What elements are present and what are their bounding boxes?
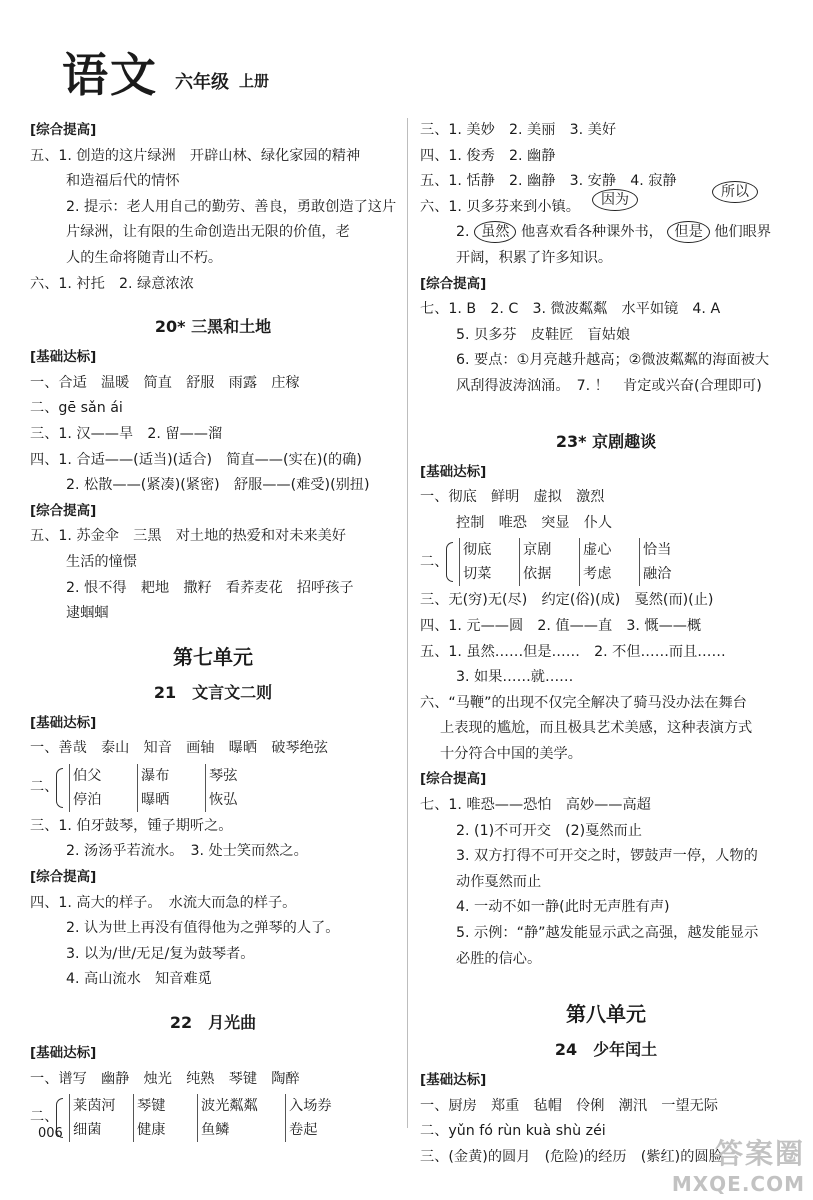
circled-word: 虽然 (474, 221, 516, 243)
answer-line: 2. 松散——(紧凑)(紧密) 舒服——(难受)(别扭) (66, 477, 370, 494)
answer-line: 三、1. 伯牙鼓琴，锺子期听之。 (30, 817, 233, 834)
word-cell: 彻底 (459, 538, 519, 562)
answer-line: 七、1. B 2. C 3. 微波粼粼 水平如镜 4. A (420, 301, 721, 318)
word-cell: 琴弦 (205, 764, 273, 788)
section-label: [基础达标] (30, 714, 97, 731)
answer-line: 生活的憧憬 (66, 553, 137, 570)
column-divider (407, 118, 408, 1128)
answer-line: 七、1. 唯恐——恐怕 高妙——高超 (420, 797, 651, 814)
answer-line: 三、1. 美妙 2. 美丽 3. 美好 (420, 122, 617, 138)
section-label: [基础达标] (420, 1072, 487, 1089)
answer-line: 和造福后代的情怀 (66, 173, 180, 190)
answer-line: 四、1. 俊秀 2. 幽静 (420, 147, 556, 164)
section-label: [综合提高] (420, 771, 487, 788)
brace-icon (446, 542, 453, 582)
answer-line: 五、1. 虽然……但是…… 2. 不但……而且…… (420, 643, 726, 660)
brace-icon (56, 768, 63, 808)
answer-line: 一、善哉 泰山 知音 画轴 曝晒 破琴绝弦 (30, 740, 328, 757)
answer-line: 上表现的尴尬，而且极具艺术美感，这种表演方式 (440, 720, 753, 737)
unit-title: 第八单元 (566, 1002, 646, 1027)
answer-line: 必胜的信心。 (456, 950, 542, 967)
word-cell: 鱼鳞 (197, 1118, 285, 1142)
answer-line: 2. 汤汤乎若流水。 3. 处士笑而然之。 (66, 843, 308, 860)
answer-line: 三、无(穷)无(尽) 约定(俗)(成) 戛然(而)(止) (420, 592, 714, 609)
word-cell: 依据 (519, 562, 579, 586)
left-column (30, 118, 396, 1144)
answer-line: 风刮得波涛汹涌。 7. ！ 肯定或兴奋(合理即可) (456, 377, 762, 394)
word-cell: 莱茵河 (69, 1094, 133, 1118)
answer-line: 六、“马鞭”的出现不仅完全解决了骑马没办法在舞台 (420, 694, 747, 711)
answer-line: 五、1. 创造的这片绿洲 开辟山林、绿化家园的精神 (30, 147, 361, 164)
answer-line: 十分符合中国的美学。 (440, 745, 582, 762)
answer-line: 人的生命将随青山不朽。 (66, 249, 223, 266)
word-cell: 入场券 (285, 1094, 355, 1118)
answer-line: 一、谱写 幽静 烛光 纯熟 琴键 陶醉 (30, 1070, 300, 1087)
answer-line: 四、1. 高大的样子。 水流大而急的样子。 (30, 894, 297, 911)
answer-line: 六、1. 贝多芬来到小镇。 因为 所以 (420, 195, 792, 221)
answer-line: 开阔，积累了许多知识。 (456, 249, 613, 266)
lesson-title: 21 文言文二则 (153, 682, 273, 702)
word-cell: 曝晒 (137, 788, 205, 812)
answer-line: 4. 高山流水 知音难觅 (66, 971, 212, 988)
section-label: [综合提高] (30, 869, 97, 886)
lesson-title: 22 月光曲 (169, 1013, 257, 1033)
word-cell: 细菌 (69, 1118, 133, 1142)
word-cell: 考虑 (579, 562, 639, 586)
section-label: [综合提高] (30, 502, 97, 519)
connective-bubble: 所以 (712, 181, 758, 203)
connective-bubble: 因为 (592, 189, 638, 211)
answer-line: 三、1. 汉——旱 2. 留——溜 (30, 425, 223, 442)
section-label: [基础达标] (30, 349, 97, 366)
answer-line: 2. (1)不可开交 (2)戛然而止 (456, 822, 642, 839)
word-cell: 融洽 (639, 562, 699, 586)
answer-line: 4. 一动不如一静(此时无声胜有声) (456, 899, 670, 916)
answer-line: 6. 要点：①月亮越升越高；②微波粼粼的海面被大 (456, 352, 770, 369)
answer-line: 四、1. 合适——(适当)(适合) 简直——(实在)(的确) (30, 451, 362, 468)
pinyin-line: 二、yǔn fó rùn kuà shù zéi (420, 1123, 606, 1140)
page-number: 006 (38, 1126, 63, 1141)
word-cell: 琴键 (133, 1094, 197, 1118)
site-watermark (672, 1132, 805, 1196)
word-cell: 卷起 (285, 1118, 355, 1142)
word-cell: 恰当 (639, 538, 699, 562)
volume-label: 上册 (239, 72, 270, 90)
answer-line: 一、合适 温暖 简直 舒服 雨露 庄稼 (30, 374, 300, 391)
answer-line: 3. 以为/世/无足/复为鼓琴者。 (66, 945, 255, 962)
answer-line: 一、彻底 鲜明 虚拟 激烈 (420, 489, 605, 506)
grade-label: 六年级 (175, 72, 229, 93)
section-label: [基础达标] (420, 463, 487, 480)
answer-line: 2. 认为世上再没有值得他为之弹琴的人了。 (66, 920, 340, 937)
word-cell: 恢弘 (205, 788, 273, 812)
section-label: [基础达标] (30, 1045, 97, 1062)
question-number: 二、 (30, 1109, 59, 1126)
answer-line: 五、1. 恬静 2. 幽静 3. 安静 4. 寂静 (420, 173, 677, 190)
word-cell: 虚心 (579, 538, 639, 562)
answer-line: 五、1. 苏金伞 三黑 对土地的热爱和对未来美好 (30, 528, 346, 545)
answer-line: 5. 示例：“静”越发能显示武之高强，越发能显示 (456, 925, 759, 942)
section-label: [综合提高] (30, 122, 97, 138)
word-cell: 切菜 (459, 562, 519, 586)
watermark-url: MXQE.COM (671, 1172, 805, 1196)
watermark-logo-text: 答案圈 (714, 1137, 805, 1170)
answer-line: 2. 提示：老人用自己的勤劳、善良，勇敢创造了这片 (66, 198, 397, 215)
answer-line: 控制 唯恐 突显 仆人 (456, 514, 613, 531)
answer-line: 三、(金黄)的圆月 (危险)的经历 (紫红)的圆脸 (420, 1149, 723, 1165)
word-cell: 波光粼粼 (197, 1094, 285, 1118)
answer-line: 动作戛然而止 (456, 873, 542, 890)
right-column (420, 118, 792, 1171)
section-label: [综合提高] (420, 275, 487, 292)
answer-line: 3. 双方打得不可开交之时，锣鼓声一停，人物的 (456, 848, 758, 865)
question-number: 二、 (30, 779, 59, 796)
answer-line: 六、1. 衬托 2. 绿意浓浓 (30, 275, 194, 292)
answer-line: 片绿洲，让有限的生命创造出无限的价值，老 (66, 224, 350, 241)
lesson-title: 20* 三黑和土地 (154, 317, 272, 337)
word-cell: 京剧 (519, 538, 579, 562)
answer-line: 5. 贝多芬 皮鞋匠 盲姑娘 (456, 326, 631, 343)
lesson-title: 23* 京剧趣谈 (555, 431, 657, 451)
unit-title: 第七单元 (173, 644, 253, 669)
question-number: 二、 (420, 553, 449, 570)
lesson-title: 24 少年闰土 (554, 1040, 658, 1060)
word-cell: 停泊 (69, 788, 137, 812)
word-cell: 健康 (133, 1118, 197, 1142)
answer-line: 四、1. 元——圆 2. 值——直 3. 慨——概 (420, 617, 702, 634)
answer-line: 逮蝈蝈 (66, 605, 109, 622)
word-cell: 瀑布 (137, 764, 205, 788)
pinyin-line: 二、gē sǎn ái (30, 400, 123, 417)
word-cell: 伯父 (69, 764, 137, 788)
answer-line: 2. 恨不得 耙地 撒籽 看荞麦花 招呼孩子 (66, 579, 354, 596)
word-group (420, 538, 792, 586)
answer-line: 一、厨房 郑重 毡帽 伶俐 潮汛 一望无际 (420, 1097, 718, 1114)
word-group (30, 1094, 396, 1142)
subject-title: 语文 (62, 48, 158, 102)
answer-line: 3. 如果……就…… (456, 669, 574, 686)
answer-line: 2. 虽然 他喜欢看各种课外书， 但是 他们眼界 (420, 220, 792, 246)
word-group (30, 764, 396, 812)
circled-word: 但是 (667, 221, 709, 243)
